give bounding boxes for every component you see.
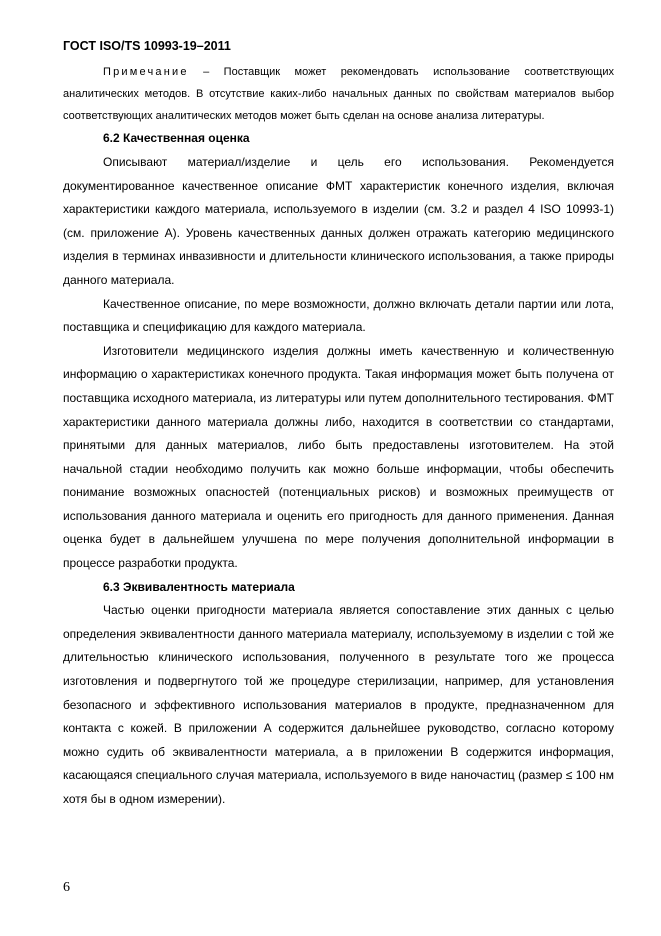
section-6-2-heading: 6.2 Качественная оценка bbox=[103, 131, 250, 146]
section-6-2-paragraph-3: Изготовители медицинского изделия должны иметь качественную и количественную информацию о характеристиках конечного продукта. Такая информация может быть получена от поставщика исходного материала, из литературы или путем дополнительного тестирования. ФМТ характеристики данного материала должны либо, находится в соответствии со стандартами, принятыми для данных материалов, либо быть предоставлены изготовителем. На этой начальной стадии необходимо получить как можно больше информации, чтобы обеспечить понимание возможных опасностей (потенциальных рисков) и возможных преимуществ от использования данного материала и оценить его пригодность для данного применения. Данная оценка будет в дальнейшем улучшена по мере получения дополнительной информации в процессе разработки продукта. bbox=[63, 343, 614, 571]
page-number: 6 bbox=[63, 880, 70, 895]
section-6-2-paragraph-1: Описывают материал/изделие и цель его использования. Рекомендуется документированное качественное описание ФМТ характеристик конечного изделия, включая характеристики каждого материала, используемого в изделии (см. 3.2 и раздел 4 ISO 10993-1) (см. приложение А). Уровень качественных данных должен отражать категорию медицинского изделия в терминах инвазивности и длительности клинического использования, а также природы данного материала. bbox=[63, 154, 614, 287]
note-text: – Поставщик может рекомендовать использование соответствующих аналитических методов. В отсутствие каких-либо начальных данных по свойствам материалов выбор соответствующих аналитических методов может быть сделан на основе анализа литературы. bbox=[63, 66, 614, 122]
document-body bbox=[63, 62, 614, 812]
standard-header: ГОСТ ISO/TS 10993-19–2011 bbox=[63, 39, 231, 53]
section-6-3-paragraph-1: Частью оценки пригодности материала является сопоставление этих данных с целью определения эквивалентности данного материала материалу, используемому в изделии с той же длительностью клинического использования, полученного в результате того же процесса изготовления и подвергнутого той же процедуре стерилизации, например, для установления безопасного и эффективного использования материалов в продукте, предназначенном для контакта с кожей. В приложении А содержится дальнейшее руководство, согласно которому можно судить об эквивалентности материала, а в приложении В содержится информация, касающаяся специального случая материала, используемого в виде наночастиц (размер ≤ 100 нм хотя бы в одном измерении). bbox=[63, 603, 614, 807]
note-paragraph bbox=[63, 62, 614, 127]
note-label: Примечание bbox=[103, 66, 189, 78]
section-6-2-paragraph-2: Качественное описание, по мере возможности, должно включать детали партии или лота, поставщика и спецификацию для каждого материала. bbox=[63, 296, 614, 335]
section-6-3-heading: 6.3 Эквивалентность материала bbox=[103, 579, 295, 594]
